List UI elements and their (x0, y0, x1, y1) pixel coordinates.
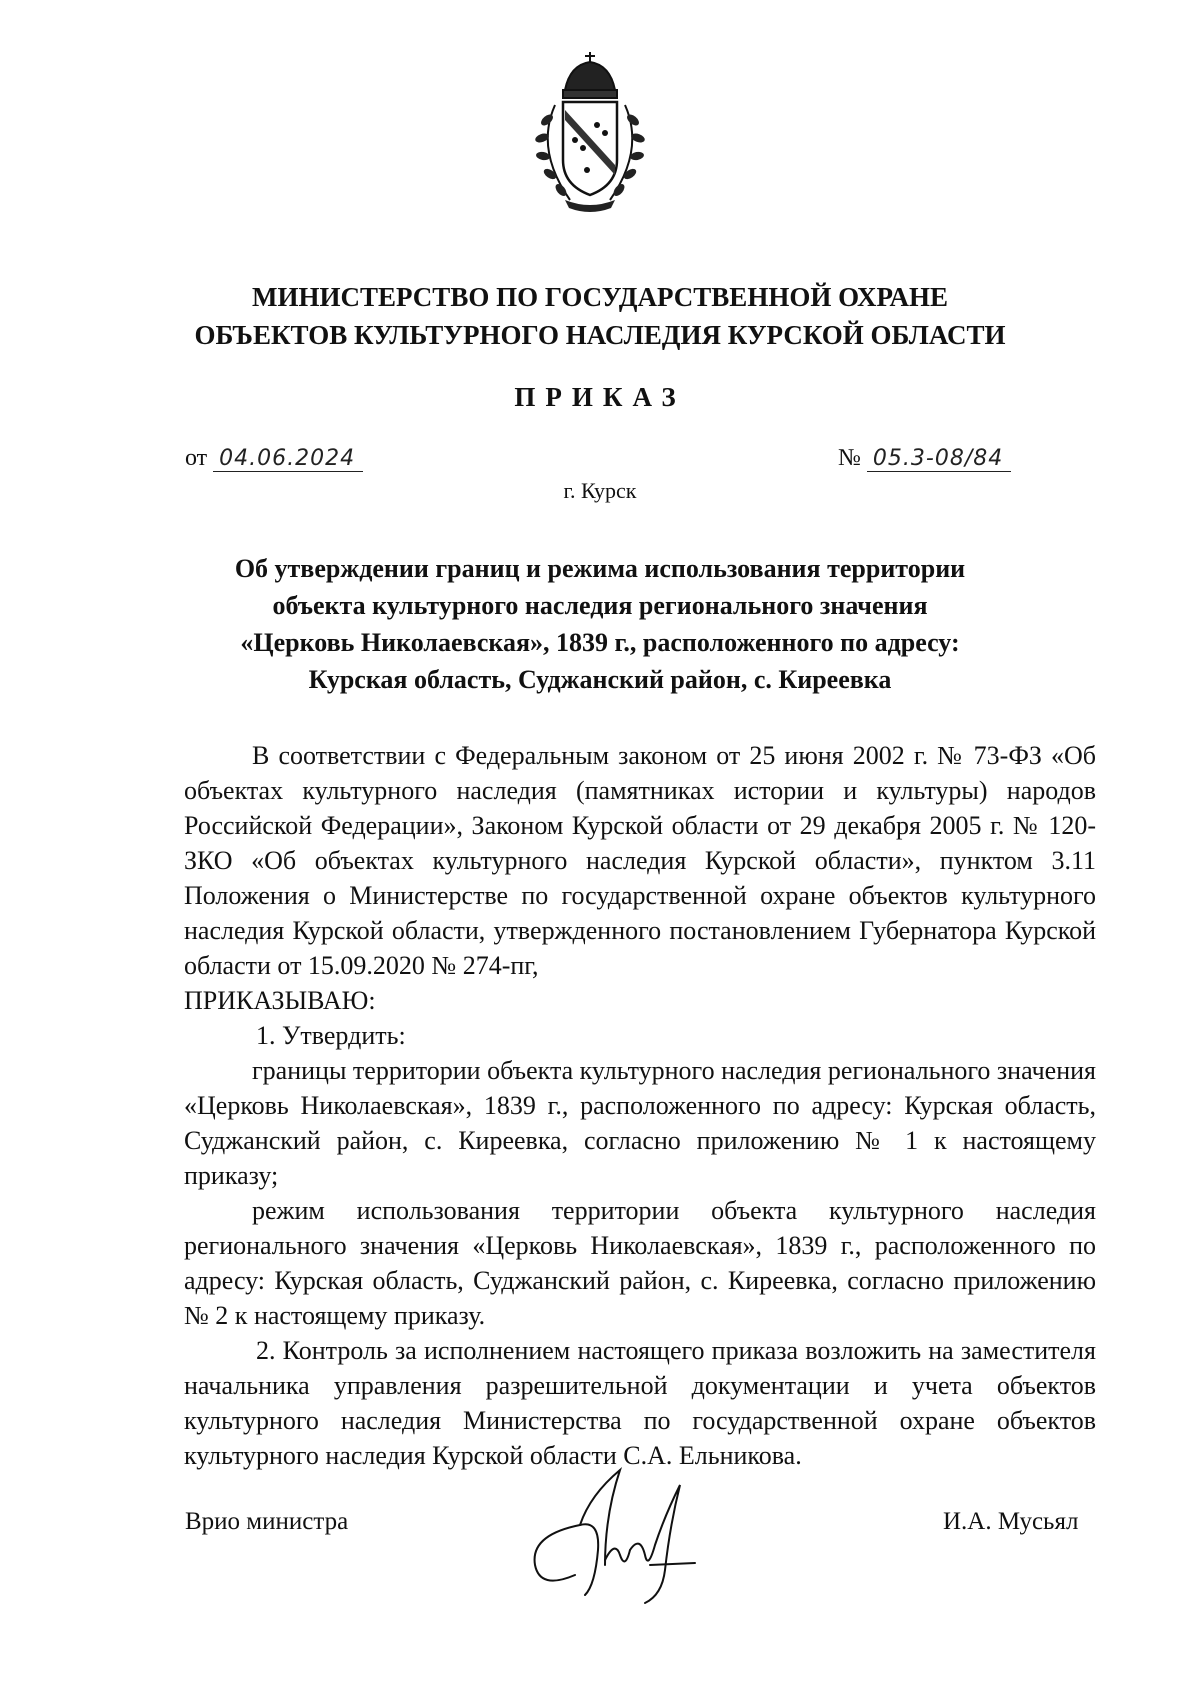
coat-of-arms-icon (525, 50, 655, 215)
city: г. Курск (563, 478, 637, 503)
item-1-regime: режим использования территории объекта культурного наследия регионального значения «Церковь Николаевская», 1839 г., расположенного по адресу: Курская область, Суджанский район, с. Киреевка, согласно приложению № 2 к настоящему приказу. (184, 1196, 1096, 1330)
date-field (185, 445, 363, 472)
signatory-title: Врио министра (185, 1508, 349, 1535)
item-1-boundaries: границы территории объекта культурного наследия регионального значения «Церковь Николаевская», 1839 г., расположенного по адресу: Курская область, Суджанский район, с. Киреевка, согласно приложению № 1 к настоящему приказу; (184, 1056, 1096, 1190)
subject-line-3: «Церковь Николаевская», 1839 г., расположенного по адресу: (240, 628, 960, 657)
document-body (184, 738, 1096, 1473)
preamble-paragraph: В соответствии с Федеральным законом от 25 июня 2002 г. № 73-ФЗ «Об объектах культурного наследия (памятниках истории и культуры) народов Российской Федерации», Законом Курской области от 29 декабря 2005 г. № 120-ЗКО «Об объектах культурного наследия Курской области», пунктом 3.11 Положения о Министерстве по государственной охране объектов культурного наследия Курской области, утвержденного постановлением Губернатора Курской области от 15.09.2020 № 274-пг, (184, 741, 1096, 980)
item-2: 2. Контроль за исполнением настоящего приказа возложить на заместителя начальника управления разрешительной документации и учета объектов культурного наследия Министерства по государственной охране объектов культурного наследия Курской области С.А. Ельникова. (184, 1336, 1096, 1470)
number-prefix: № (838, 445, 861, 471)
ministry-name (100, 278, 1100, 354)
ministry-line-1: МИНИСТЕРСТВО ПО ГОСУДАРСТВЕННОЙ ОХРАНЕ (251, 282, 949, 312)
number-field (838, 445, 1011, 472)
signatory-name: И.А. Мусьял (943, 1508, 1079, 1535)
signature-image (480, 1455, 720, 1605)
item-1: 1. Утвердить: (256, 1021, 406, 1050)
subject-line-2: объекта культурного наследия регионального значения (272, 591, 928, 620)
order-word: ПРИКАЗЫВАЮ: (184, 986, 376, 1015)
ministry-line-2: ОБЪЕКТОВ КУЛЬТУРНОГО НАСЛЕДИЯ КУРСКОЙ ОБЛАСТИ (194, 320, 1006, 350)
date-prefix: от (185, 445, 208, 471)
subject-line-4: Курская область, Суджанский район, с. Киреевка (308, 665, 892, 694)
number-value: 05.3-08/84 (867, 446, 1011, 472)
subject-line-1: Об утверждении границ и режима использования территории (234, 554, 966, 583)
date-value: 04.06.2024 (213, 446, 363, 472)
document-type: ПРИКАЗ (514, 382, 686, 412)
subject-heading (150, 550, 1050, 698)
